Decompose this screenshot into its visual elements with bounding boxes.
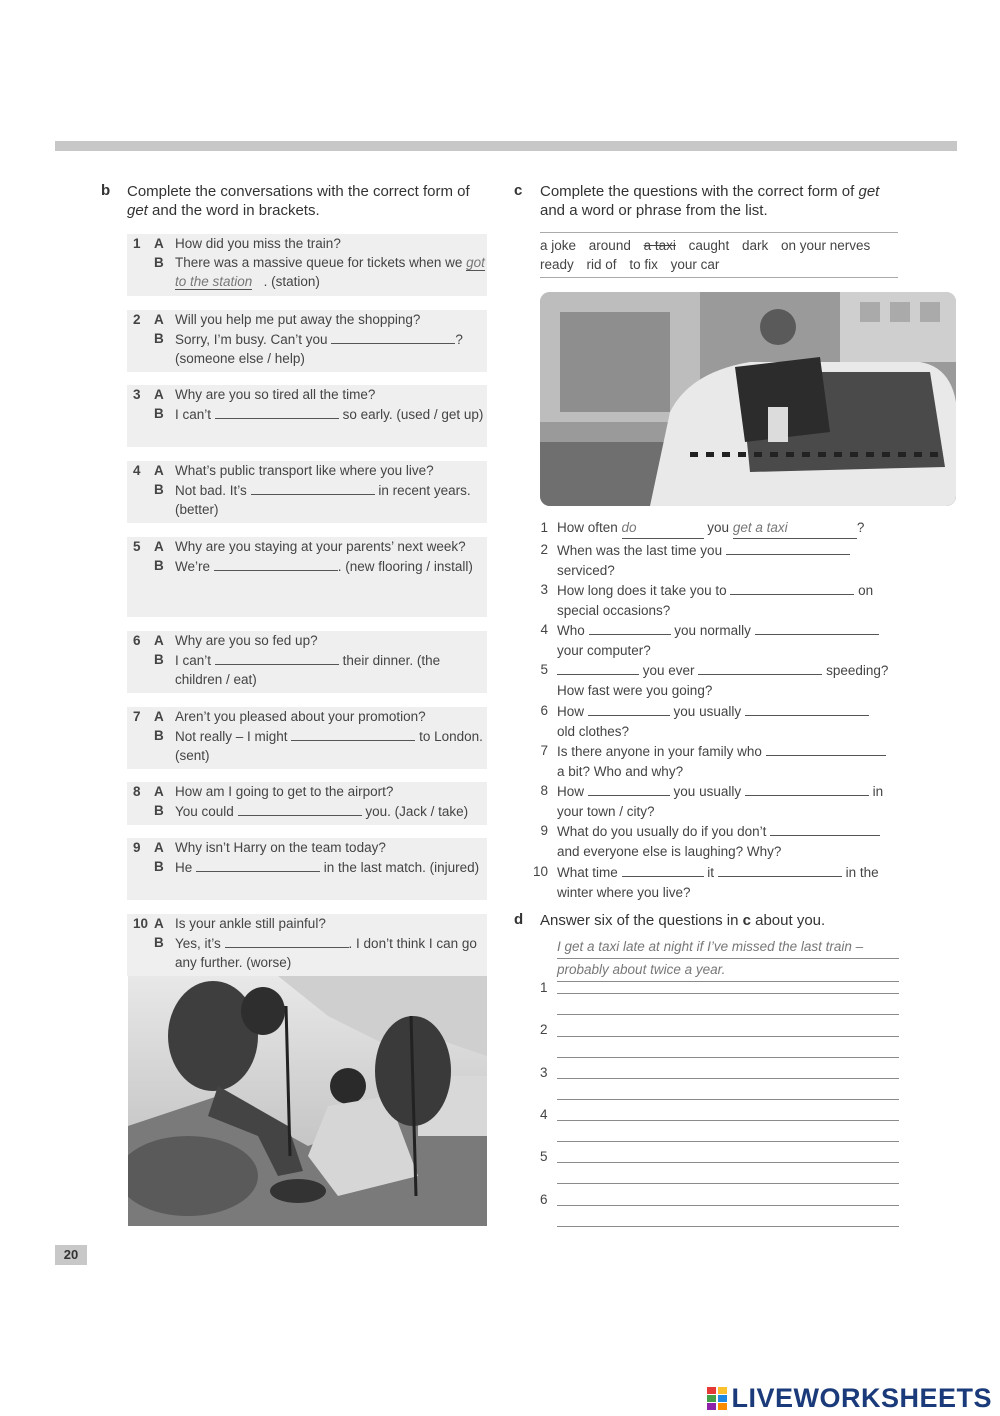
exercise-b-item-4: 4 A What’s public transport like where you live? B Not bad. It’s in recent years. (better) — [127, 461, 487, 523]
answer-c-7[interactable] — [766, 741, 886, 756]
answer-c-6b[interactable] — [745, 701, 869, 716]
answer-d-3-line-2[interactable] — [557, 1099, 899, 1100]
section-c-title: Complete the questions with the correct form of get and a word or phrase from the list. — [540, 183, 880, 219]
section-c-letter: c — [514, 182, 523, 199]
exercise-b-item-5: 5 A Why are you staying at your parents’ next week? B We’re . (new flooring / install) — [127, 537, 487, 617]
answer-c-8b[interactable] — [745, 781, 869, 796]
word-item-used: a taxi — [643, 238, 676, 253]
question-c-7: 7 Is there anyone in your family who a bit? Who and why? — [530, 741, 900, 782]
answer-d-1-line-2[interactable] — [557, 1014, 899, 1015]
answer-c-10a[interactable] — [622, 862, 704, 877]
answer-d-4-line-1[interactable] — [557, 1120, 899, 1121]
answer-d-4-line-2[interactable] — [557, 1141, 899, 1142]
word-list — [540, 232, 898, 278]
question-c-9: 9 What do you usually do if you don’t and everyone else is laughing? Why? — [530, 821, 900, 862]
exercise-b-item-8: 8 A How am I going to get to the airport? B You could you. (Jack / take) — [127, 782, 487, 825]
answer-c-9[interactable] — [770, 821, 880, 836]
word-item: your car — [670, 257, 720, 272]
answer-b-8[interactable] — [238, 801, 362, 816]
section-b-title: Complete the conversations with the correct form of get and the word in brackets. — [127, 183, 470, 219]
answer-b-4[interactable] — [251, 480, 375, 495]
question-c-5: 5 you ever speeding? How fast were you going? — [540, 662, 889, 698]
answer-c-5b[interactable] — [698, 660, 822, 675]
answer-b-3[interactable] — [215, 404, 339, 419]
answer-d-4-number: 4 — [540, 1107, 548, 1122]
word-item: a joke — [540, 238, 577, 253]
word-item: on your nerves — [781, 238, 871, 253]
answer-d-3-line-1[interactable] — [557, 1078, 899, 1079]
answer-b-1[interactable]: got to the station — [175, 255, 485, 289]
answer-b-5[interactable] — [214, 556, 338, 571]
answer-c-5a[interactable] — [557, 660, 639, 675]
word-item: caught — [688, 238, 730, 253]
question-c-4: 4 Who you normally your computer? — [530, 620, 900, 661]
answer-c-1a[interactable]: do — [622, 518, 704, 539]
exercise-b-item-2: 2 A Will you help me put away the shopping? B Sorry, I’m busy. Can’t you ? (someone else / help) — [127, 310, 487, 372]
question-c-6: 6 How you usually old clothes? — [530, 701, 900, 742]
answer-d-2-line-2[interactable] — [557, 1057, 899, 1058]
word-item: rid of — [586, 257, 617, 272]
question-c-3: 3 How long does it take you to on special occasions? — [540, 582, 874, 618]
answer-d-2-line-1[interactable] — [557, 1036, 899, 1037]
liveworksheets-logo-icon — [707, 1387, 727, 1411]
answer-c-8a[interactable] — [588, 781, 670, 796]
word-item: around — [588, 238, 631, 253]
answer-d-5-number: 5 — [540, 1149, 548, 1164]
answer-c-3[interactable] — [730, 580, 854, 595]
word-item: to fix — [629, 257, 658, 272]
answer-d-6-line-2[interactable] — [557, 1226, 899, 1227]
answer-d-2-number: 2 — [540, 1022, 548, 1037]
answer-d-6-line-1[interactable] — [557, 1205, 899, 1206]
question-c-2: 2 When was the last time you serviced? — [530, 540, 900, 581]
taxi-photo — [540, 292, 956, 506]
exercise-b-item-9: 9 A Why isn’t Harry on the team today? B He in the last match. (injured) — [127, 838, 487, 900]
question-c-8: 8 How you usually in your town / city? — [540, 783, 884, 819]
answer-c-10b[interactable] — [718, 862, 842, 877]
answer-d-5-line-1[interactable] — [557, 1162, 899, 1163]
answer-b-10[interactable] — [225, 933, 349, 948]
answer-d-3-number: 3 — [540, 1065, 548, 1080]
question-c-1: 1 How often do you get a taxi ? — [530, 518, 900, 539]
exercise-b-item-10: 10 A Is your ankle still painful? B Yes, it’s . I don’t think I can go any further. (worse) — [127, 914, 487, 976]
answer-b-9[interactable] — [196, 857, 320, 872]
word-item: dark — [741, 238, 769, 253]
answer-b-2[interactable] — [331, 329, 455, 344]
page-number: 20 — [55, 1245, 87, 1265]
answer-c-6a[interactable] — [588, 701, 670, 716]
section-d-title: Answer six of the questions in c about you. — [540, 912, 826, 929]
answer-b-6[interactable] — [215, 650, 339, 665]
answer-c-4b[interactable] — [755, 620, 879, 635]
exercise-b-item-3: 3 A Why are you so tired all the time? B I can’t so early. (used / get up) — [127, 385, 487, 447]
section-b-letter: b — [101, 182, 111, 199]
answer-d-5-line-2[interactable] — [557, 1183, 899, 1184]
hikers-photo — [128, 976, 487, 1226]
exercise-b-item-7: 7 A Aren’t you pleased about your promotion? B Not really – I might to London. (sent) — [127, 707, 487, 769]
question-c-10: 10 What time it in the winter where you live? — [532, 864, 879, 900]
word-item: ready — [540, 257, 574, 272]
answer-d-1-line-1[interactable] — [557, 993, 899, 994]
example-answer: I get a taxi late at night if I’ve missed the last train – probably about twice a year. — [557, 936, 899, 982]
section-d-letter: d — [514, 911, 524, 928]
answer-c-1b[interactable]: get a taxi — [733, 518, 857, 539]
liveworksheets-logo — [707, 1383, 992, 1414]
exercise-b-item-6: 6 A Why are you so fed up? B I can’t their dinner. (the children / eat) — [127, 631, 487, 693]
answer-b-7[interactable] — [291, 726, 415, 741]
answer-c-2[interactable] — [726, 540, 850, 555]
exercise-b-item-1: 1 A How did you miss the train? B There was a massive queue for tickets when we got to the station . (station) — [127, 234, 487, 296]
answer-d-1-number: 1 — [540, 980, 548, 995]
answer-d-6-number: 6 — [540, 1192, 548, 1207]
liveworksheets-wordmark: LIVEWORKSHEETS — [731, 1383, 992, 1413]
answer-c-4a[interactable] — [589, 620, 671, 635]
header-band — [55, 141, 957, 151]
